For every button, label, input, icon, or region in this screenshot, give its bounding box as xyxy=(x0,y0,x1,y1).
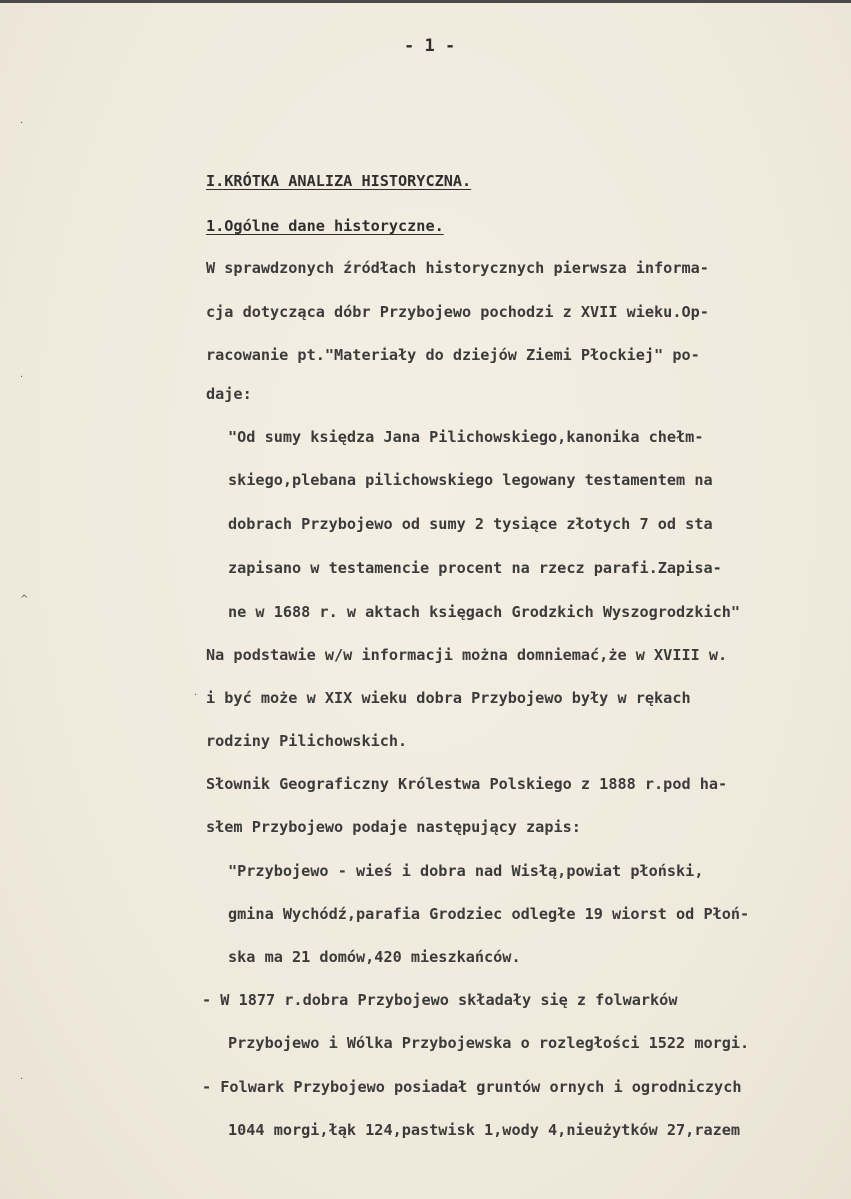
quote-line: ska ma 21 domów,420 mieszkańców. xyxy=(228,948,521,966)
margin-dot: · xyxy=(20,118,24,129)
list-line: 1044 morgi,łąk 124,pastwisk 1,wody 4,nieużytków 27,razem xyxy=(228,1121,741,1139)
margin-caret-mark: ^ xyxy=(20,594,29,605)
body-line: Słownik Geograficzny Królestwa Polskiego z 1888 r.pod ha- xyxy=(206,775,728,793)
body-line: cja dotycząca dóbr Przybojewo pochodzi z XVII wieku.Op- xyxy=(206,303,709,321)
page-number: - 1 - xyxy=(404,36,456,56)
list-line: - W 1877 r.dobra Przybojewo składały się z folwarków xyxy=(202,991,678,1009)
body-line: Na podstawie w/w informacji można domniemać,że w XVIII w. xyxy=(206,646,728,664)
margin-dot: · xyxy=(20,1074,24,1085)
quote-line: "Od sumy księdza Jana Pilichowskiego,kanonika chełm- xyxy=(228,428,704,446)
quote-line: ne w 1688 r. w aktach księgach Grodzkich Wyszogrodzkich" xyxy=(228,603,741,621)
body-line: rodziny Pilichowskich. xyxy=(206,732,408,750)
body-line: W sprawdzonych źródłach historycznych pierwsza informa- xyxy=(206,259,709,277)
section-heading: I.KRÓTKA ANALIZA HISTORYCZNA. xyxy=(206,172,472,190)
list-line: - Folwark Przybojewo posiadał gruntów ornych i ogrodniczych xyxy=(202,1078,742,1096)
quote-line: zapisano w testamencie procent na rzecz parafi.Zapisa- xyxy=(228,559,722,577)
quote-line: dobrach Przybojewo od sumy 2 tysiące złotych 7 od sta xyxy=(228,515,713,533)
quote-line: "Przybojewo - wieś i dobra nad Wisłą,powiat płoński, xyxy=(228,862,704,880)
margin-dot: · xyxy=(20,372,24,383)
list-line: Przybojewo i Wólka Przybojewska o rozległości 1522 morgi. xyxy=(228,1034,750,1052)
body-line: słem Przybojewo podaje następujący zapis: xyxy=(206,818,581,836)
margin-dot: · xyxy=(194,690,198,701)
body-line: i być może w XIX wieku dobra Przybojewo były w rękach xyxy=(206,689,691,707)
body-line: daje: xyxy=(206,385,252,403)
body-line: racowanie pt."Materiały do dziejów Ziemi Płockiej" po- xyxy=(206,346,700,364)
subsection-heading: 1.Ogólne dane historyczne. xyxy=(206,217,444,235)
quote-line: gmina Wychódź,parafia Grodziec odległe 19 wiorst od Płoń- xyxy=(228,905,750,923)
page-top-edge xyxy=(0,0,851,3)
quote-line: skiego,plebana pilichowskiego legowany testamentem na xyxy=(228,471,713,489)
